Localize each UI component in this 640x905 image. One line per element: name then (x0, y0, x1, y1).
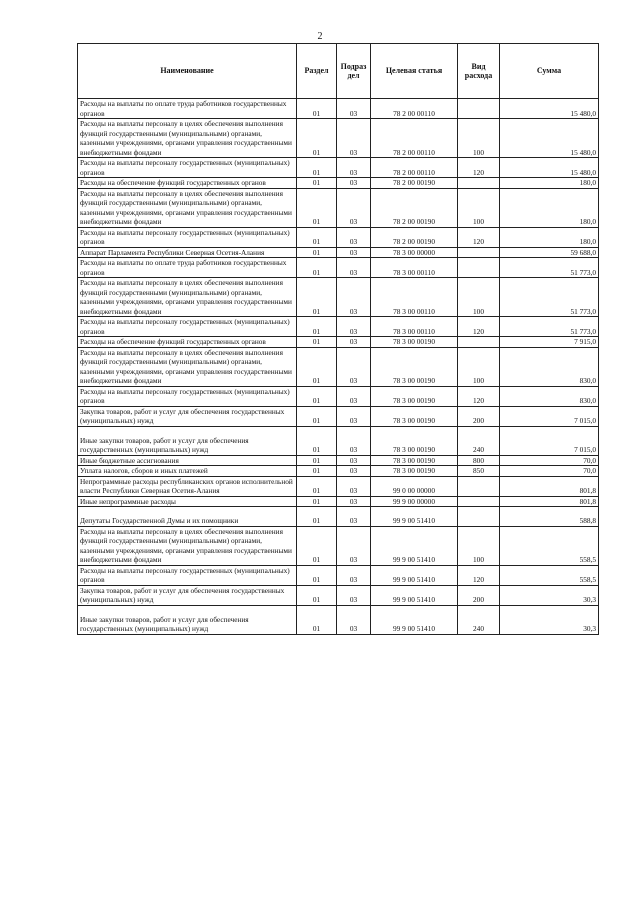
cell-podrazdel: 03 (337, 526, 371, 565)
table-row (78, 119, 599, 158)
header-celevaya: Целевая статья (371, 44, 458, 99)
cell-razdel: 01 (297, 466, 337, 477)
cell-razdel: 01 (297, 426, 337, 455)
cell-vid (458, 178, 500, 189)
cell-name: Иные закупки товаров, работ и услуг для обеспечения государственных (муниципальных) нужд (78, 605, 297, 634)
table-header-row (78, 44, 599, 99)
cell-razdel: 01 (297, 178, 337, 189)
cell-vid: 100 (458, 526, 500, 565)
cell-celevaya: 99 9 00 51410 (371, 507, 458, 527)
table-row (78, 526, 599, 565)
header-name: Наименование (78, 44, 297, 99)
cell-summa: 558,5 (500, 565, 599, 585)
cell-razdel: 01 (297, 227, 337, 247)
cell-vid: 100 (458, 278, 500, 317)
cell-summa: 15 480,0 (500, 158, 599, 178)
cell-name: Закупка товаров, работ и услуг для обеспечения государственных (муниципальных) нужд (78, 585, 297, 605)
cell-razdel: 01 (297, 258, 337, 278)
cell-name: Расходы на выплаты персоналу в целях обеспечения выполнения функций государственными (муниципальными) органами, казенными учреждениями, органами управления государственными внебюджетными фондами (78, 188, 297, 227)
cell-name: Расходы на выплаты персоналу государственных (муниципальных) органов (78, 565, 297, 585)
cell-vid: 850 (458, 466, 500, 477)
cell-podrazdel: 03 (337, 119, 371, 158)
cell-name: Иные закупки товаров, работ и услуг для обеспечения государственных (муниципальных) нужд (78, 426, 297, 455)
cell-summa: 15 480,0 (500, 119, 599, 158)
cell-vid: 120 (458, 386, 500, 406)
cell-vid: 100 (458, 347, 500, 386)
cell-name: Аппарат Парламента Республики Северная Осетия-Алания (78, 247, 297, 258)
cell-celevaya: 99 9 00 51410 (371, 585, 458, 605)
cell-podrazdel: 03 (337, 258, 371, 278)
cell-razdel: 01 (297, 317, 337, 337)
cell-summa: 7 015,0 (500, 426, 599, 455)
cell-celevaya: 78 2 00 00190 (371, 188, 458, 227)
cell-name: Уплата налогов, сборов и иных платежей (78, 466, 297, 477)
cell-vid: 120 (458, 317, 500, 337)
cell-summa: 180,0 (500, 227, 599, 247)
cell-name: Закупка товаров, работ и услуг для обеспечения государственных (муниципальных) нужд (78, 406, 297, 426)
cell-podrazdel: 03 (337, 227, 371, 247)
table-row (78, 258, 599, 278)
cell-vid: 240 (458, 605, 500, 634)
cell-podrazdel: 03 (337, 99, 371, 119)
cell-name: Расходы на выплаты по оплате труда работников государственных органов (78, 258, 297, 278)
cell-razdel: 01 (297, 605, 337, 634)
cell-name: Расходы на выплаты персоналу государственных (муниципальных) органов (78, 386, 297, 406)
cell-celevaya: 78 3 00 00110 (371, 317, 458, 337)
cell-summa: 15 480,0 (500, 99, 599, 119)
cell-name: Расходы на выплаты персоналу государственных (муниципальных) органов (78, 158, 297, 178)
cell-celevaya: 78 2 00 00110 (371, 158, 458, 178)
table-row (78, 605, 599, 634)
cell-celevaya: 99 9 00 51410 (371, 565, 458, 585)
cell-summa: 801,8 (500, 476, 599, 496)
cell-podrazdel: 03 (337, 496, 371, 507)
header-vid: Вид расхода (458, 44, 500, 99)
cell-celevaya: 78 3 00 00190 (371, 386, 458, 406)
table-row (78, 406, 599, 426)
table-row (78, 347, 599, 386)
cell-razdel: 01 (297, 585, 337, 605)
cell-summa: 70,0 (500, 466, 599, 477)
cell-razdel: 01 (297, 476, 337, 496)
cell-podrazdel: 03 (337, 337, 371, 348)
cell-razdel: 01 (297, 406, 337, 426)
table-row (78, 496, 599, 507)
cell-name: Иные бюджетные ассигнования (78, 455, 297, 466)
header-razdel: Раздел (297, 44, 337, 99)
table-row (78, 99, 599, 119)
table-row (78, 337, 599, 348)
cell-razdel: 01 (297, 158, 337, 178)
cell-name: Иные непрограммные расходы (78, 496, 297, 507)
cell-vid: 120 (458, 565, 500, 585)
cell-summa: 180,0 (500, 178, 599, 189)
table-row (78, 247, 599, 258)
cell-celevaya: 78 3 00 00190 (371, 455, 458, 466)
header-summa: Сумма (500, 44, 599, 99)
cell-summa: 51 773,0 (500, 278, 599, 317)
table-body (78, 99, 599, 635)
cell-razdel: 01 (297, 455, 337, 466)
cell-celevaya: 99 9 00 00000 (371, 496, 458, 507)
cell-celevaya: 78 2 00 00110 (371, 119, 458, 158)
cell-summa: 30,3 (500, 605, 599, 634)
cell-vid: 100 (458, 119, 500, 158)
cell-vid: 120 (458, 227, 500, 247)
table-row (78, 585, 599, 605)
cell-celevaya: 78 3 00 00190 (371, 406, 458, 426)
cell-summa: 830,0 (500, 386, 599, 406)
cell-vid: 200 (458, 585, 500, 605)
table-row (78, 158, 599, 178)
cell-podrazdel: 03 (337, 605, 371, 634)
cell-razdel: 01 (297, 565, 337, 585)
cell-summa: 7 015,0 (500, 406, 599, 426)
cell-summa: 51 773,0 (500, 317, 599, 337)
cell-podrazdel: 03 (337, 386, 371, 406)
cell-razdel: 01 (297, 188, 337, 227)
cell-name: Расходы на выплаты персоналу в целях обеспечения выполнения функций государственными (муниципальными) органами, казенными учреждениями, органами управления государственными внебюджетными фондами (78, 119, 297, 158)
cell-vid: 120 (458, 158, 500, 178)
cell-celevaya: 99 9 00 51410 (371, 526, 458, 565)
cell-name: Расходы на выплаты по оплате труда работников государственных органов (78, 99, 297, 119)
cell-name: Непрограммные расходы республиканских органов исполнительной власти Республики Северная Осетия-Алания (78, 476, 297, 496)
cell-razdel: 01 (297, 278, 337, 317)
cell-podrazdel: 03 (337, 158, 371, 178)
table-row (78, 507, 599, 527)
cell-celevaya: 99 0 00 00000 (371, 476, 458, 496)
cell-podrazdel: 03 (337, 406, 371, 426)
cell-celevaya: 78 3 00 00190 (371, 426, 458, 455)
cell-podrazdel: 03 (337, 347, 371, 386)
cell-podrazdel: 03 (337, 466, 371, 477)
cell-summa: 59 688,0 (500, 247, 599, 258)
cell-name: Депутаты Государственной Думы и их помощники (78, 507, 297, 527)
table-row (78, 565, 599, 585)
cell-vid: 800 (458, 455, 500, 466)
cell-celevaya: 78 3 00 00000 (371, 247, 458, 258)
cell-vid (458, 247, 500, 258)
cell-razdel: 01 (297, 99, 337, 119)
cell-podrazdel: 03 (337, 178, 371, 189)
cell-name: Расходы на выплаты персоналу в целях обеспечения выполнения функций государственными (муниципальными) органами, казенными учреждениями, органами управления государственными внебюджетными фондами (78, 278, 297, 317)
cell-vid (458, 507, 500, 527)
cell-name: Расходы на выплаты персоналу в целях обеспечения выполнения функций государственными (муниципальными) органами, казенными учреждениями, органами управления государственными внебюджетными фондами (78, 526, 297, 565)
cell-name: Расходы на выплаты персоналу государственных (муниципальных) органов (78, 227, 297, 247)
page-number: 2 (317, 31, 323, 42)
table-row (78, 466, 599, 477)
table-row (78, 455, 599, 466)
cell-razdel: 01 (297, 337, 337, 348)
cell-podrazdel: 03 (337, 278, 371, 317)
cell-podrazdel: 03 (337, 507, 371, 527)
cell-celevaya: 78 2 00 00110 (371, 99, 458, 119)
cell-summa: 588,8 (500, 507, 599, 527)
cell-razdel: 01 (297, 119, 337, 158)
table-row (78, 426, 599, 455)
cell-podrazdel: 03 (337, 585, 371, 605)
cell-name: Расходы на выплаты персоналу государственных (муниципальных) органов (78, 317, 297, 337)
cell-summa: 830,0 (500, 347, 599, 386)
table-row (78, 317, 599, 337)
cell-summa: 70,0 (500, 455, 599, 466)
cell-podrazdel: 03 (337, 317, 371, 337)
cell-podrazdel: 03 (337, 247, 371, 258)
table-row (78, 227, 599, 247)
cell-celevaya: 78 2 00 00190 (371, 178, 458, 189)
table-row (78, 278, 599, 317)
cell-summa: 180,0 (500, 188, 599, 227)
cell-podrazdel: 03 (337, 188, 371, 227)
cell-podrazdel: 03 (337, 455, 371, 466)
cell-celevaya: 78 3 00 00190 (371, 347, 458, 386)
cell-razdel: 01 (297, 247, 337, 258)
cell-summa: 51 773,0 (500, 258, 599, 278)
table-row (78, 178, 599, 189)
cell-vid: 200 (458, 406, 500, 426)
cell-vid: 240 (458, 426, 500, 455)
cell-vid (458, 99, 500, 119)
cell-summa: 30,3 (500, 585, 599, 605)
table-row (78, 386, 599, 406)
table-row (78, 476, 599, 496)
cell-summa: 801,8 (500, 496, 599, 507)
cell-vid: 100 (458, 188, 500, 227)
cell-celevaya: 78 3 00 00190 (371, 337, 458, 348)
cell-podrazdel: 03 (337, 476, 371, 496)
cell-razdel: 01 (297, 496, 337, 507)
cell-celevaya: 78 2 00 00190 (371, 227, 458, 247)
cell-razdel: 01 (297, 507, 337, 527)
cell-razdel: 01 (297, 347, 337, 386)
cell-celevaya: 78 3 00 00110 (371, 258, 458, 278)
cell-podrazdel: 03 (337, 426, 371, 455)
cell-celevaya: 78 3 00 00110 (371, 278, 458, 317)
header-podrazdel: Подраз дел (337, 44, 371, 99)
cell-vid (458, 337, 500, 348)
cell-razdel: 01 (297, 526, 337, 565)
cell-podrazdel: 03 (337, 565, 371, 585)
cell-name: Расходы на обеспечение функций государственных органов (78, 337, 297, 348)
cell-celevaya: 78 3 00 00190 (371, 466, 458, 477)
cell-name: Расходы на обеспечение функций государственных органов (78, 178, 297, 189)
cell-razdel: 01 (297, 386, 337, 406)
cell-name: Расходы на выплаты персоналу в целях обеспечения выполнения функций государственными (муниципальными) органами, казенными учреждениями, органами управления государственными внебюджетными фондами (78, 347, 297, 386)
cell-celevaya: 99 9 00 51410 (371, 605, 458, 634)
cell-vid (458, 258, 500, 278)
cell-summa: 7 915,0 (500, 337, 599, 348)
budget-table (77, 43, 599, 635)
cell-vid (458, 496, 500, 507)
table-row (78, 188, 599, 227)
cell-summa: 558,5 (500, 526, 599, 565)
cell-vid (458, 476, 500, 496)
